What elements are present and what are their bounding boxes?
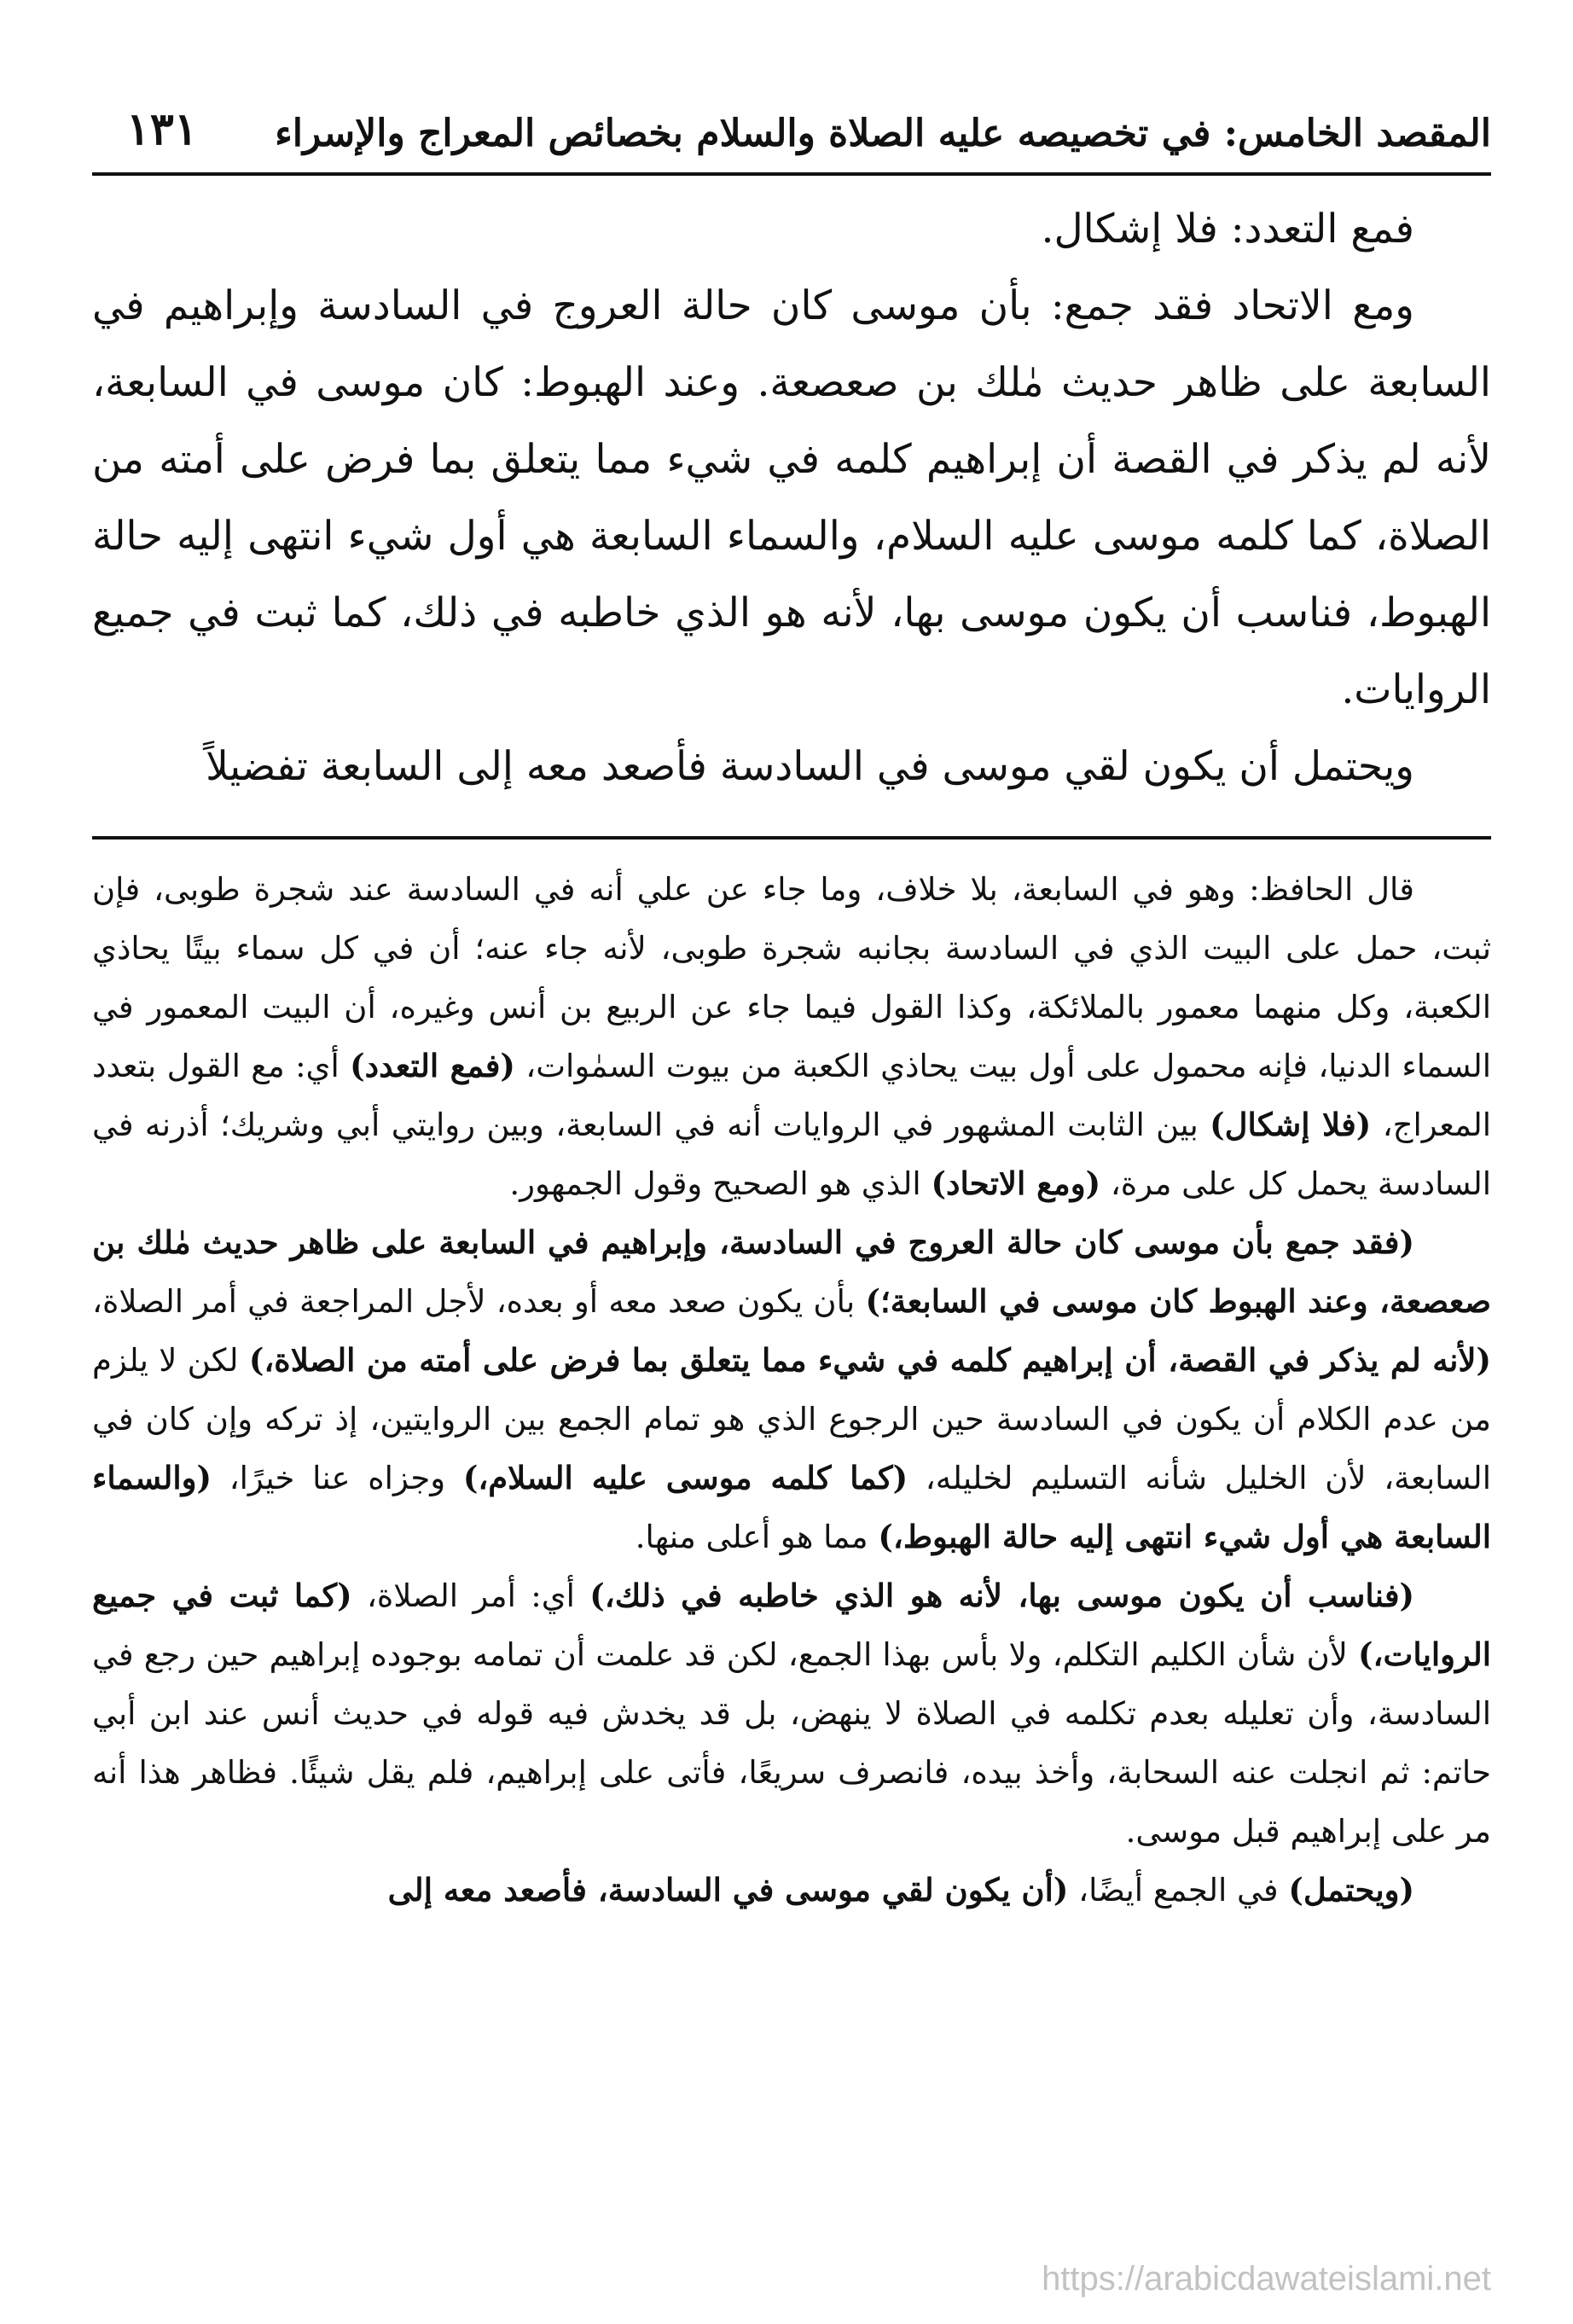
chapter-title: المقصد الخامس: في تخصيصه عليه الصلاة والسلام بخصائص المعراج والإسراء [275,112,1491,155]
quoted-matn: (كما كلمه موسى عليه السلام،) [462,1459,908,1496]
book-page [92,85,1491,1920]
quoted-matn: (كما ثبت في جميع الروايات،) [92,1577,1492,1673]
commentary-paragraph [92,860,1491,1213]
quoted-matn: (فقد جمع بأن موسى كان حالة العروج في السادسة، وإبراهيم في السابعة على ظاهر حديث مٰلك بن صعصعة، وعند الهبوط كان موسى في السابعة؛) [92,1223,1491,1320]
quoted-matn: (فناسب أن يكون موسى بها، لأنه هو الذي خاطبه في ذلك،) [589,1577,1415,1614]
running-header [92,85,1491,155]
commentary-text: أي: أمر الصلاة، [366,1577,575,1614]
main-text [92,191,1491,805]
main-paragraph: ومع الاتحاد فقد جمع: بأن موسى كان حالة العروج في السادسة وإبراهيم في السابعة على ظاهر حديث مٰلك بن صعصعة. وعند الهبوط: كان موسى في السابعة، لأنه لم يذكر في القصة أن إبراهيم كلمه في شيء مما يتعلق بما فرض على أمته من الصلاة، كما كلمه موسى عليه السلام، والسماء السابعة هي أول شيء انتهى إليه حالة الهبوط، فناسب أن يكون موسى بها، لأنه هو الذي خاطبه في ذلك، كما ثبت في جميع الروايات. [92,282,1491,713]
commentary-paragraph [92,1861,1491,1920]
quoted-matn: (فلا إشكال) [1210,1106,1372,1143]
main-paragraph: ويحتمل أن يكون لقي موسى في السادسة فأصعد معه إلى السابعة تفضيلاً [206,743,1414,790]
commentary-text: بأن يكون صعد معه أو بعده، لأجل المراجعة في أمر الصلاة، [92,1283,856,1320]
page-number: ١٣١ [126,103,198,155]
commentary-paragraph [92,1566,1491,1861]
commentary-text: قال الحافظ: وهو في السابعة، بلا خلاف، وما جاء عن علي أنه في السادسة عند شجرة طوبى، فإن ثبت، حمل على البيت الذي في السادسة بجانبه شجرة طوبى، لأنه جاء عنه؛ أن في كل سماء بيتًا يحاذي الكعبة، وكل منهما معمور بالملائكة، وكذا القول فيما جاء عن الربيع بن أنس وغيره، أن البيت المعمور في السماء الدنيا، فإنه محمول على أول بيت يحاذي الكعبة من بيوت السمٰوات، [92,871,1491,1084]
commentary-paragraph [92,1213,1491,1566]
main-paragraph: فمع التعدد: فلا إشكال. [1041,206,1414,253]
quoted-matn: (ويحتمل) [1288,1871,1414,1909]
watermark-url: https://arabicdawateislami.net [1042,2260,1491,2298]
commentary-text: في الجمع أيضًا، [1078,1872,1279,1909]
quoted-matn: (أن يكون لقي موسى في السادسة، فأصعد معه إلى [387,1871,1069,1909]
commentary-text: بين الثابت المشهور في الروايات أنه في السابعة، وبين روايتي أبي وشريك؛ أذرنه في السادسة يحمل كل على مرة، [92,1107,1491,1202]
quoted-matn: (ومع الاتحاد) [931,1165,1101,1202]
commentary-text: لأن شأن الكليم التكلم، ولا بأس بهذا الجمع، لكن قد علمت أن تمامه بوجوده إبراهيم حين رجع في السادسة، وأن تعليله بعدم تكلمه في الصلاة لا ينهض، بل قد يخدش فيه قوله في حديث أنس عند ابن أبي حاتم: ثم انجلت عنه السحابة، وأخذ بيده، فانصرف سريعًا، فأتى على إبراهيم، فلم يقل شيئًا. فظاهر هذا أنه مر على إبراهيم قبل موسى. [92,1636,1491,1850]
quoted-matn: (لأنه لم يذكر في القصة، أن إبراهيم كلمه في شيء مما يتعلق بما فرض على أمته من الصلاة،) [248,1341,1491,1379]
commentary-text: لكن لا يلزم من عدم الكلام أن يكون في السادسة حين الرجوع الذي هو تمام الجمع بين الروايتين، إذ تركه وإن كان في السابعة، لأن الخليل شأنه التسليم لخليله، [92,1342,1491,1496]
commentary-text: أي: مع القول بتعدد المعراج، [92,1048,1492,1143]
commentary [92,860,1491,1920]
header-rule [92,172,1491,176]
commentary-text: وجزاه عنا خيرًا، [229,1460,446,1496]
commentary-text: الذي هو الصحيح وقول الجمهور. [509,1165,921,1202]
separator-rule [92,836,1491,840]
quoted-matn: (فمع التعدد) [350,1047,515,1084]
commentary-text: مما هو أعلى منها. [635,1519,868,1555]
quoted-matn: (والسماء السابعة هي أول شيء انتهى إليه حالة الهبوط،) [92,1459,1491,1555]
